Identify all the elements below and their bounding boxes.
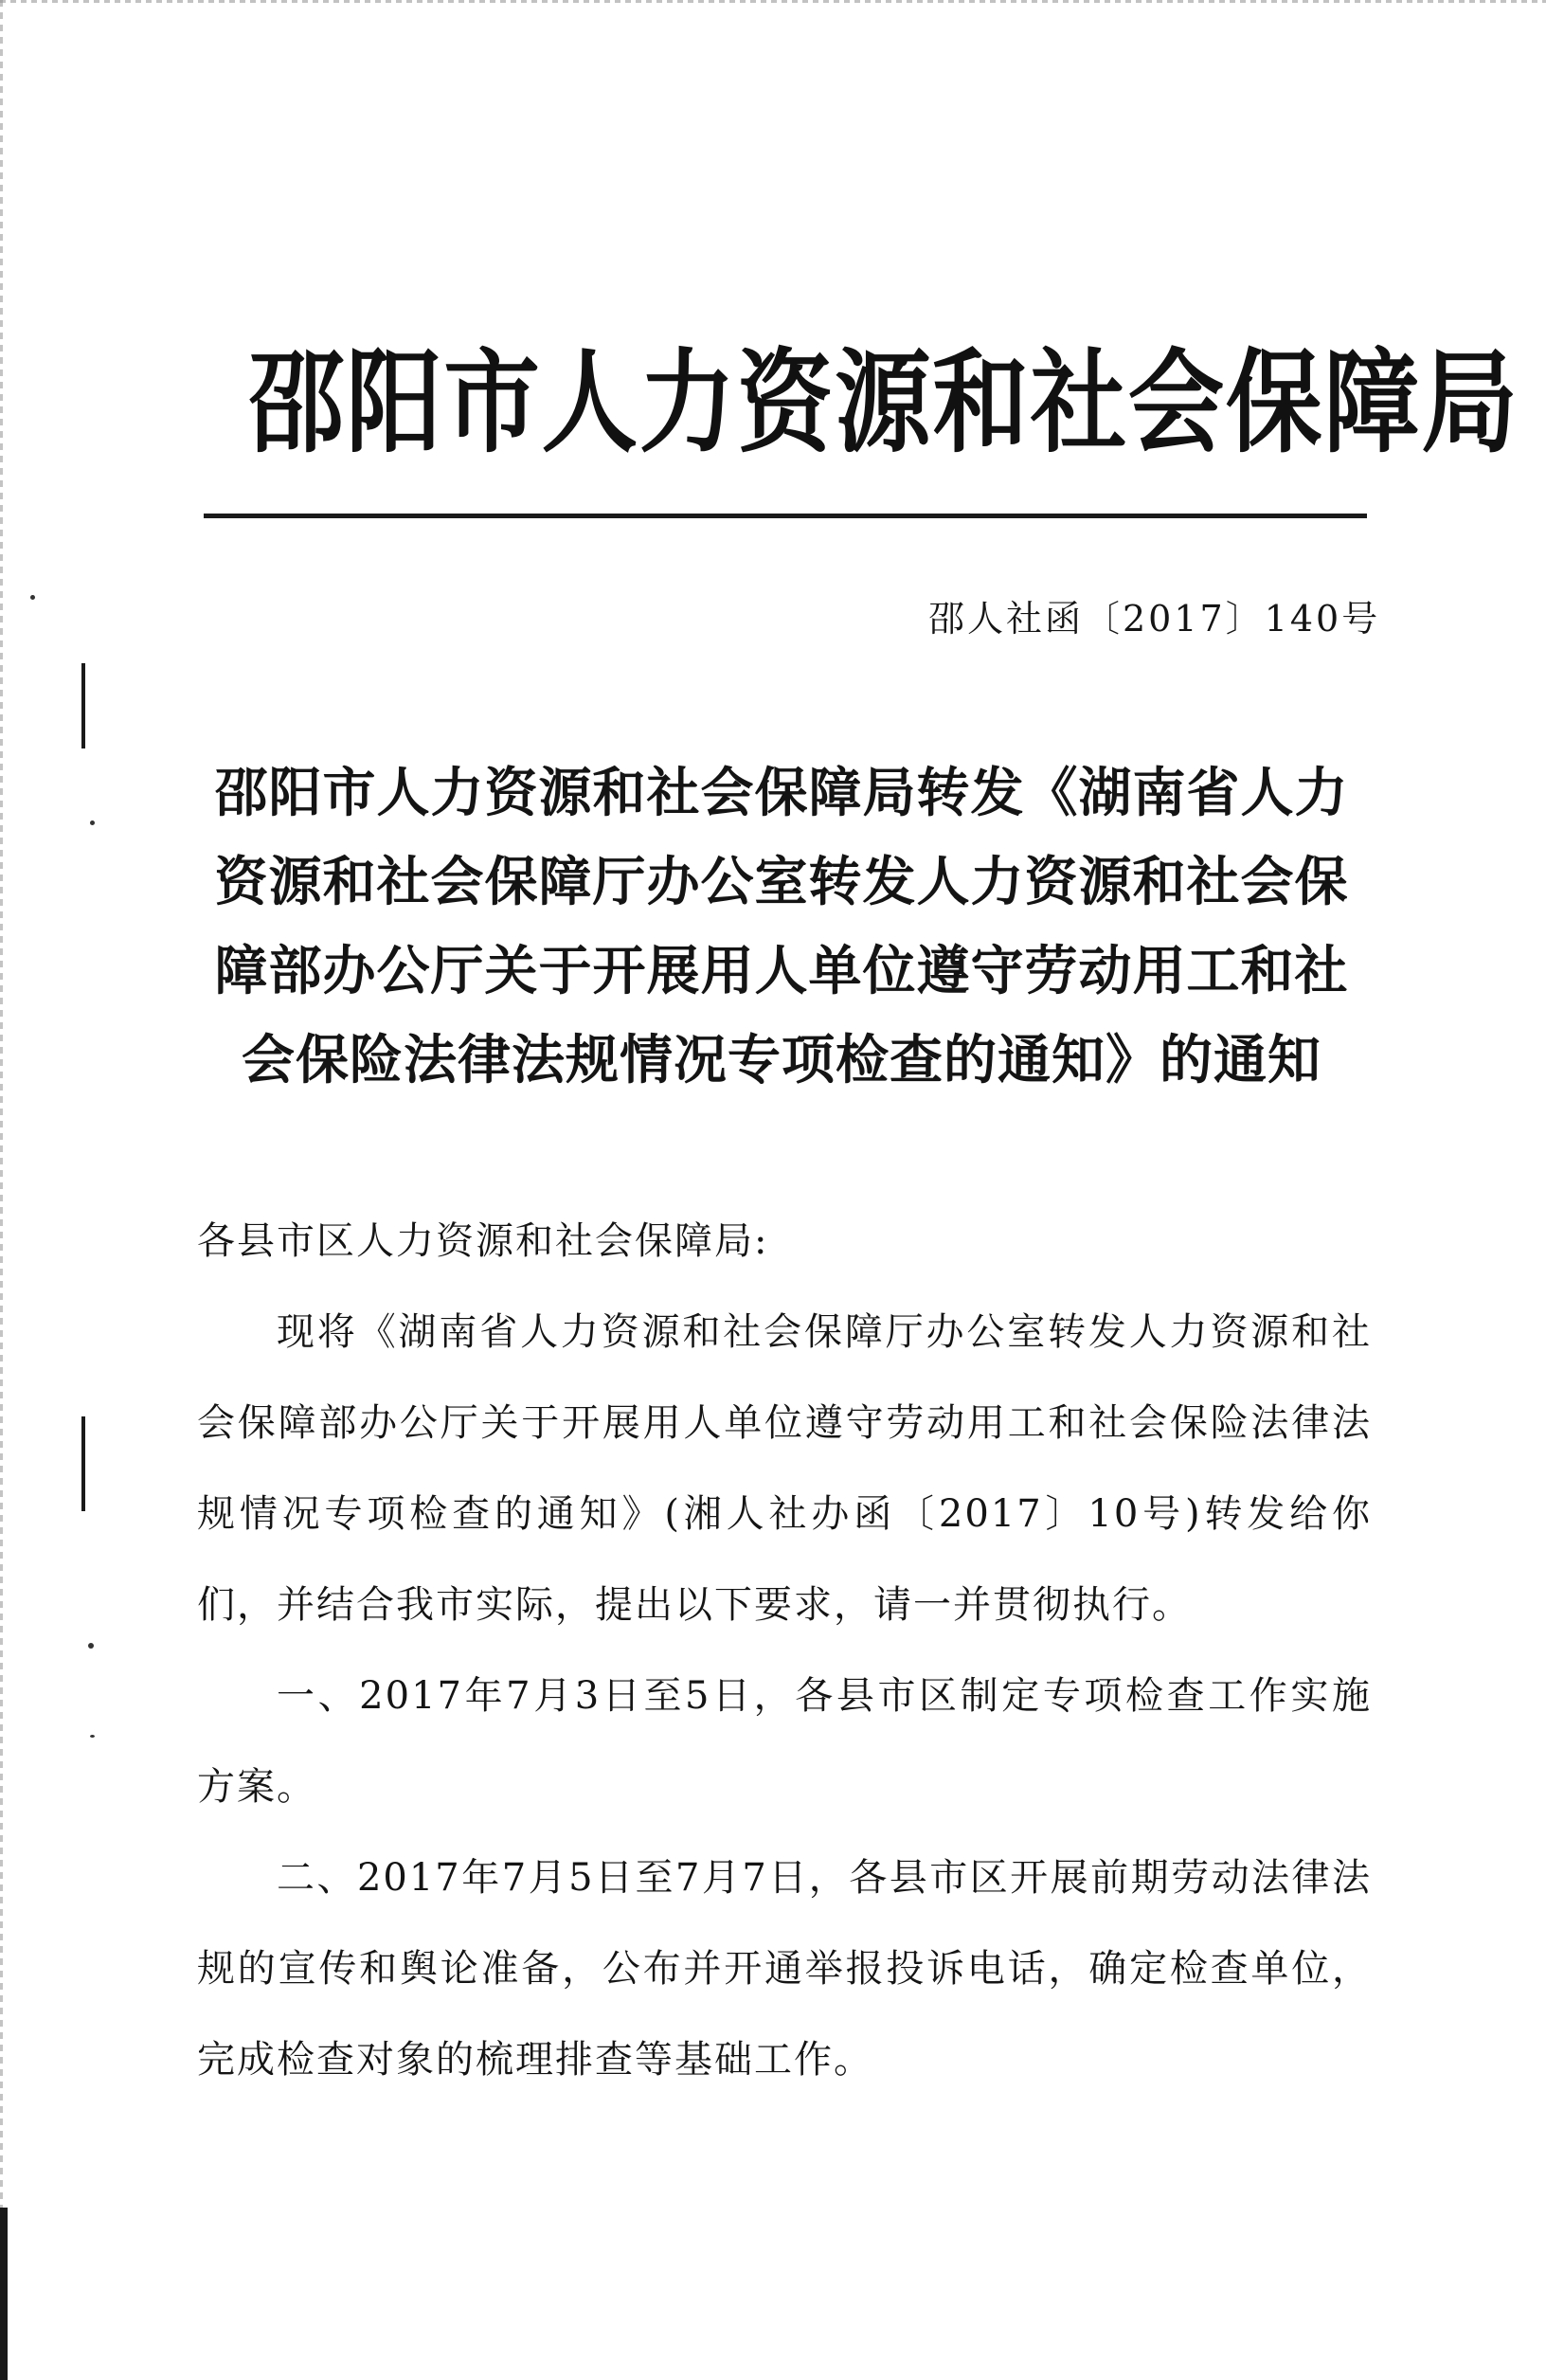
scan-speck <box>90 820 95 825</box>
title-line: 资源和社会保障厅办公室转发人力资源和社会保 <box>214 851 1349 913</box>
binding-mark-top <box>81 663 85 748</box>
body-paragraph: 一、2017年7月3日至5日，各县市区制定专项检查工作实施方案。 <box>197 1674 1372 1809</box>
notice-title <box>194 748 1369 1105</box>
scan-speck <box>88 1643 94 1649</box>
agency-header: 邵阳市人力资源和社会保障局 <box>248 336 1519 468</box>
header-divider <box>204 514 1367 518</box>
body-paragraph: 二、2017年7月5日至7月7日，各县市区开展前期劳动法律法规的宣传和舆论准备，公布并开通举报投诉电话，确定检查单位，完成检查对象的梳理排查等基础工作。 <box>197 1856 1372 2082</box>
title-line: 邵阳市人力资源和社会保障局转发《湖南省人力 <box>214 762 1349 824</box>
scan-speck <box>90 1735 95 1738</box>
scan-edge-top <box>0 0 1546 3</box>
scan-speck <box>30 595 35 600</box>
title-line: 会保险法律法规情况专项检查的通知》的通知 <box>242 1029 1321 1091</box>
body-paragraph: 现将《湖南省人力资源和社会保障厅办公室转发人力资源和社会保障部办公厅关于开展用人单位遵守劳动用工和社会保险法律法规情况专项检查的通知》(湘人社办函〔2017〕10号)转发给你们，并结合我市实际，提出以下要求，请一并贯彻执行。 <box>197 1310 1372 1627</box>
binding-mark-middle <box>81 1416 85 1511</box>
title-line: 障部办公厅关于开展用人单位遵守劳动用工和社 <box>214 940 1349 1002</box>
document-number: 邵人社函〔2017〕140号 <box>928 598 1381 640</box>
binding-mark-bottom <box>0 2208 8 2380</box>
scan-edge-left <box>0 0 3 2380</box>
addressee: 各县市区人力资源和社会保障局: <box>197 1219 769 1263</box>
notice-body <box>197 1196 1372 2105</box>
